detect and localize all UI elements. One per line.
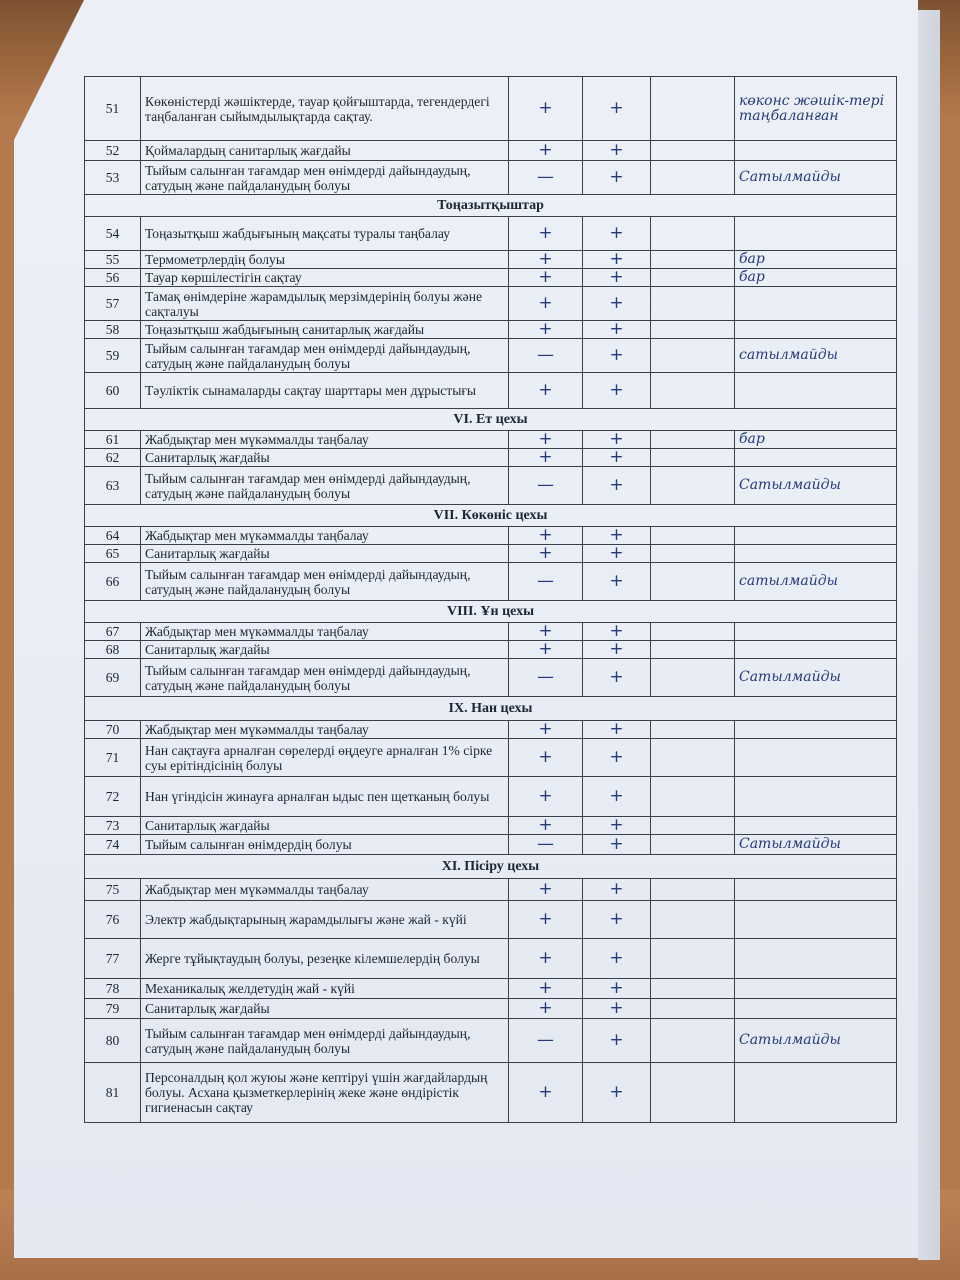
table-row [85,161,897,195]
row-number: 73 [85,817,141,835]
table-row [85,217,897,251]
section-header-row [85,601,897,623]
mark-first-column: + [509,1063,583,1123]
mark-second-column: + [583,467,651,505]
mark-second-column: + [583,321,651,339]
requirement-text: Тыйым салынған тағамдар мен өнімдерді дайындаудың, сатудың және пайдаланудың болуы [141,563,509,601]
requirement-text: Тыйым салынған тағамдар мен өнімдерді дайындаудың, сатудың және пайдаланудың болуы [141,161,509,195]
row-number: 56 [85,269,141,287]
handwritten-note [735,901,897,939]
row-number: 62 [85,449,141,467]
handwritten-note [735,817,897,835]
handwritten-note [735,545,897,563]
section-title: VI. Ет цехы [85,409,897,431]
mark-first-column: — [509,467,583,505]
handwritten-note: Сатылмайды [735,659,897,697]
handwritten-note [735,373,897,409]
mark-third-column [651,269,735,287]
mark-third-column [651,321,735,339]
requirement-text: Механикалық желдетудің жай - күйі [141,979,509,999]
mark-third-column [651,835,735,855]
mark-first-column: + [509,939,583,979]
table-row [85,739,897,777]
handwritten-note: сатылмайды [735,339,897,373]
section-header-row [85,855,897,879]
mark-first-column: — [509,835,583,855]
requirement-text: Жабдықтар мен мүкәммалды таңбалау [141,527,509,545]
mark-third-column [651,1019,735,1063]
mark-second-column: + [583,979,651,999]
table-row [85,1019,897,1063]
section-header-row [85,195,897,217]
mark-first-column: + [509,321,583,339]
mark-third-column [651,141,735,161]
mark-second-column: + [583,339,651,373]
row-number: 79 [85,999,141,1019]
mark-second-column: + [583,251,651,269]
mark-first-column: + [509,979,583,999]
mark-third-column [651,431,735,449]
row-number: 69 [85,659,141,697]
mark-second-column: + [583,545,651,563]
requirement-text: Термометрлердің болуы [141,251,509,269]
mark-third-column [651,527,735,545]
row-number: 65 [85,545,141,563]
table-row [85,545,897,563]
section-title: VII. Көкөніс цехы [85,505,897,527]
handwritten-note [735,739,897,777]
handwritten-note [735,979,897,999]
mark-second-column: + [583,1063,651,1123]
mark-third-column [651,449,735,467]
row-number: 53 [85,161,141,195]
row-number: 71 [85,739,141,777]
mark-first-column: — [509,161,583,195]
section-header-row [85,697,897,721]
row-number: 57 [85,287,141,321]
mark-second-column: + [583,141,651,161]
section-title: VIII. Ұн цехы [85,601,897,623]
mark-third-column [651,161,735,195]
handwritten-note [735,623,897,641]
mark-first-column: + [509,449,583,467]
requirement-text: Санитарлық жағдайы [141,545,509,563]
table-row [85,287,897,321]
mark-second-column: + [583,431,651,449]
row-number: 81 [85,1063,141,1123]
handwritten-note: Сатылмайды [735,835,897,855]
checklist-table [84,76,897,1123]
mark-second-column: + [583,373,651,409]
row-number: 58 [85,321,141,339]
requirement-text: Санитарлық жағдайы [141,999,509,1019]
mark-first-column: + [509,141,583,161]
row-number: 61 [85,431,141,449]
requirement-text: Жабдықтар мен мүкәммалды таңбалау [141,623,509,641]
mark-first-column: + [509,623,583,641]
mark-third-column [651,287,735,321]
row-number: 64 [85,527,141,545]
mark-second-column: + [583,641,651,659]
handwritten-note [735,321,897,339]
table-row [85,817,897,835]
mark-first-column: + [509,217,583,251]
table-row [85,77,897,141]
mark-second-column: + [583,659,651,697]
section-title: Тоңазытқыштар [85,195,897,217]
table-row [85,321,897,339]
mark-third-column [651,339,735,373]
mark-third-column [651,979,735,999]
table-row [85,659,897,697]
handwritten-note [735,141,897,161]
handwritten-note [735,721,897,739]
requirement-text: Нан үгіндісін жинауға арналған ыдыс пен щетканың болуы [141,777,509,817]
handwritten-note: бар [735,269,897,287]
mark-third-column [651,901,735,939]
handwritten-note [735,1063,897,1123]
row-number: 52 [85,141,141,161]
row-number: 67 [85,623,141,641]
mark-second-column: + [583,563,651,601]
row-number: 80 [85,1019,141,1063]
table-row [85,979,897,999]
handwritten-note: көконс жәшік-тері таңбаланған [735,77,897,141]
mark-third-column [651,879,735,901]
handwritten-note: Сатылмайды [735,467,897,505]
requirement-text: Жабдықтар мен мүкәммалды таңбалау [141,431,509,449]
mark-first-column: + [509,777,583,817]
mark-second-column: + [583,817,651,835]
mark-third-column [651,251,735,269]
handwritten-note [735,527,897,545]
mark-first-column: + [509,251,583,269]
mark-third-column [651,217,735,251]
mark-first-column: + [509,287,583,321]
mark-second-column: + [583,1019,651,1063]
row-number: 54 [85,217,141,251]
row-number: 78 [85,979,141,999]
requirement-text: Электр жабдықтарының жарамдылығы және жай - күйі [141,901,509,939]
mark-third-column [651,1063,735,1123]
table-row [85,721,897,739]
mark-third-column [651,817,735,835]
row-number: 70 [85,721,141,739]
mark-third-column [651,373,735,409]
mark-third-column [651,659,735,697]
mark-second-column: + [583,77,651,141]
mark-second-column: + [583,835,651,855]
table-row [85,879,897,901]
row-number: 76 [85,901,141,939]
requirement-text: Тауар көршілестігін сақтау [141,269,509,287]
requirement-text: Тоңазытқыш жабдығының санитарлық жағдайы [141,321,509,339]
mark-third-column [651,563,735,601]
mark-first-column: + [509,879,583,901]
table-row [85,527,897,545]
mark-second-column: + [583,449,651,467]
handwritten-note [735,999,897,1019]
section-title: XI. Пісіру цехы [85,855,897,879]
mark-second-column: + [583,879,651,901]
requirement-text: Санитарлық жағдайы [141,449,509,467]
mark-first-column: + [509,269,583,287]
table-row [85,431,897,449]
table-row [85,339,897,373]
handwritten-note: Сатылмайды [735,161,897,195]
table-row [85,1063,897,1123]
table-row [85,449,897,467]
handwritten-note [735,641,897,659]
requirement-text: Қоймалардың санитарлық жағдайы [141,141,509,161]
mark-second-column: + [583,287,651,321]
table-row [85,563,897,601]
mark-first-column: + [509,545,583,563]
requirement-text: Тыйым салынған тағамдар мен өнімдерді дайындаудың, сатудың және пайдаланудың болуы [141,339,509,373]
mark-first-column: + [509,817,583,835]
mark-third-column [651,623,735,641]
mark-first-column: — [509,563,583,601]
mark-third-column [651,545,735,563]
requirement-text: Санитарлық жағдайы [141,817,509,835]
table-row [85,777,897,817]
mark-first-column: + [509,373,583,409]
table-row [85,269,897,287]
requirement-text: Персоналдың қол жуюы және кептіруі үшін жағдайлардың болуы. Асхана қызметкерлерінің жеке және өндірістік гигиенасын сақтау [141,1063,509,1123]
requirement-text: Тәуліктік сынамаларды сақтау шарттары мен дұрыстығы [141,373,509,409]
handwritten-note: бар [735,251,897,269]
table-row [85,251,897,269]
table-row [85,141,897,161]
row-number: 74 [85,835,141,855]
mark-third-column [651,739,735,777]
requirement-text: Тыйым салынған тағамдар мен өнімдерді дайындаудың, сатудың және пайдаланудың болуы [141,1019,509,1063]
handwritten-note [735,879,897,901]
table-row [85,999,897,1019]
mark-first-column: + [509,901,583,939]
mark-first-column: + [509,999,583,1019]
section-title: IX. Нан цехы [85,697,897,721]
mark-first-column: + [509,721,583,739]
requirement-text: Тамақ өнімдеріне жарамдылық мерзімдерінің болуы және сақталуы [141,287,509,321]
mark-second-column: + [583,777,651,817]
mark-first-column: + [509,641,583,659]
mark-first-column: — [509,1019,583,1063]
row-number: 66 [85,563,141,601]
mark-second-column: + [583,739,651,777]
mark-second-column: + [583,161,651,195]
mark-third-column [651,77,735,141]
handwritten-note [735,449,897,467]
table-row [85,901,897,939]
handwritten-note: бар [735,431,897,449]
paper-stack-edge [918,10,940,1260]
table-row [85,373,897,409]
mark-third-column [651,721,735,739]
handwritten-note: сатылмайды [735,563,897,601]
handwritten-note [735,287,897,321]
mark-second-column: + [583,217,651,251]
mark-second-column: + [583,939,651,979]
mark-second-column: + [583,999,651,1019]
mark-third-column [651,467,735,505]
checklist-body [85,77,897,1123]
mark-second-column: + [583,269,651,287]
table-row [85,835,897,855]
mark-second-column: + [583,623,651,641]
mark-third-column [651,777,735,817]
requirement-text: Жерге тұйықтаудың болуы, резеңке кілемшелердің болуы [141,939,509,979]
requirement-text: Тоңазытқыш жабдығының мақсаты туралы таңбалау [141,217,509,251]
mark-first-column: — [509,659,583,697]
table-row [85,467,897,505]
mark-third-column [651,999,735,1019]
handwritten-note [735,217,897,251]
table-row [85,641,897,659]
mark-first-column: + [509,431,583,449]
row-number: 63 [85,467,141,505]
requirement-text: Жабдықтар мен мүкәммалды таңбалау [141,879,509,901]
table-row [85,939,897,979]
table-row [85,623,897,641]
mark-third-column [651,641,735,659]
section-header-row [85,409,897,431]
row-number: 59 [85,339,141,373]
mark-first-column: — [509,339,583,373]
mark-second-column: + [583,527,651,545]
requirement-text: Санитарлық жағдайы [141,641,509,659]
row-number: 75 [85,879,141,901]
row-number: 77 [85,939,141,979]
mark-second-column: + [583,721,651,739]
mark-first-column: + [509,77,583,141]
row-number: 72 [85,777,141,817]
requirement-text: Нан сақтауға арналған сөрелерді өңдеуге арналған 1% сірке суы ерітіндісінің болуы [141,739,509,777]
requirement-text: Жабдықтар мен мүкәммалды таңбалау [141,721,509,739]
mark-second-column: + [583,901,651,939]
handwritten-note [735,939,897,979]
mark-third-column [651,939,735,979]
section-header-row [85,505,897,527]
handwritten-note [735,777,897,817]
mark-first-column: + [509,527,583,545]
requirement-text: Көкөністерді жәшіктерде, тауар қойғыштарда, тегендердегі таңбаланған сыйымдылықтарда сақтау. [141,77,509,141]
mark-first-column: + [509,739,583,777]
row-number: 55 [85,251,141,269]
row-number: 60 [85,373,141,409]
row-number: 68 [85,641,141,659]
requirement-text: Тыйым салынған тағамдар мен өнімдерді дайындаудың, сатудың және пайдаланудың болуы [141,659,509,697]
requirement-text: Тыйым салынған тағамдар мен өнімдерді дайындаудың, сатудың және пайдаланудың болуы [141,467,509,505]
row-number: 51 [85,77,141,141]
handwritten-note: Сатылмайды [735,1019,897,1063]
requirement-text: Тыйым салынған өнімдердің болуы [141,835,509,855]
